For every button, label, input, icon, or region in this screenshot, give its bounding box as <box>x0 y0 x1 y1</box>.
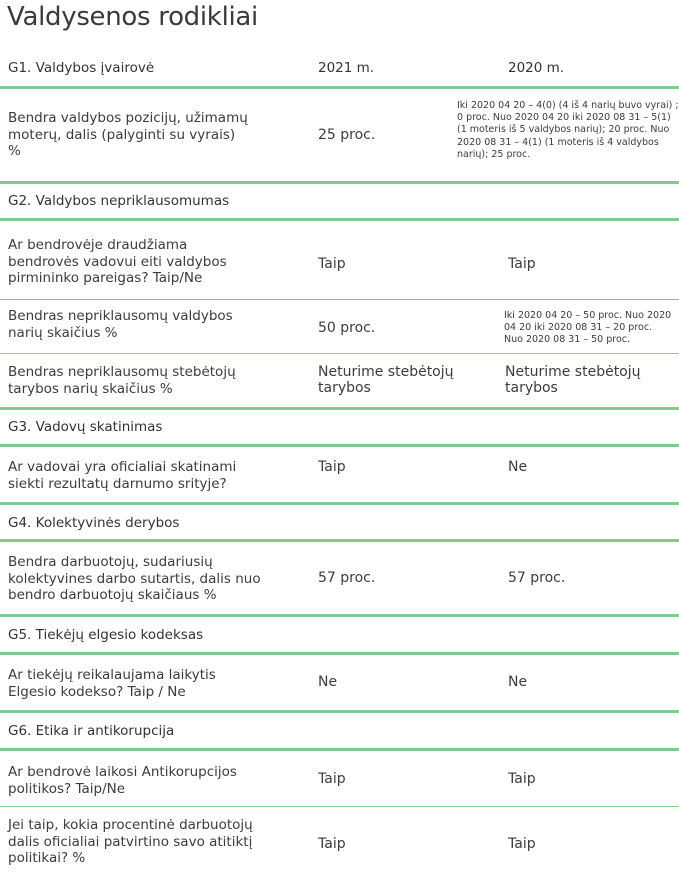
section-title-g6: G6. Etika ir antikorupcija <box>8 723 175 739</box>
divider <box>0 353 679 354</box>
value-2020-g3-1: Ne <box>508 459 528 475</box>
question-g2-3: Bendras nepriklausomų stebėtojų tarybos narių skaičius % <box>8 364 236 397</box>
question-g1-1: Bendra valdybos pozicijų, užimamų moterų, dalis (palyginti su vyrais) % <box>8 110 248 159</box>
value-2021-g5-1: Ne <box>318 674 338 690</box>
divider <box>0 614 679 617</box>
question-g2-1: Ar bendrovėje draudžiama bendrovės vadovui eiti valdybos pirmininko pareigas? Taip/Ne <box>8 237 227 286</box>
divider <box>0 181 679 184</box>
divider <box>0 652 679 655</box>
page-title: Valdysenos rodikliai <box>7 2 258 32</box>
value-2021-g2-1: Taip <box>318 256 346 272</box>
column-header-2020: 2020 m. <box>508 60 565 76</box>
value-2021-g3-1: Taip <box>318 459 346 475</box>
divider <box>0 299 679 300</box>
section-title-g2: G2. Valdybos nepriklausomumas <box>8 193 230 209</box>
value-2020-g2-3: Neturime stebėtojų tarybos <box>505 364 641 396</box>
value-2021-g6-1: Taip <box>318 771 346 787</box>
divider <box>0 86 679 89</box>
value-2021-g6-2: Taip <box>318 836 346 852</box>
question-g4-1: Bendra darbuotojų, sudariusių kolektyvines darbo sutartis, dalis nuo bendro darbuotojų skaičiaus % <box>8 554 261 603</box>
value-2020-g6-2: Taip <box>508 836 536 852</box>
value-2020-g2-1: Taip <box>508 256 536 272</box>
question-g3-1: Ar vadovai yra oficialiai skatinami siekti rezultatų darnumo srityje? <box>8 459 237 492</box>
divider <box>0 218 679 221</box>
section-title-g4: G4. Kolektyvinės derybos <box>8 515 180 531</box>
question-g6-1: Ar bendrovė laikosi Antikorupcijos politikos? Taip/Ne <box>8 764 237 797</box>
question-g2-2: Bendras nepriklausomų valdybos narių skaičius % <box>8 308 233 341</box>
value-2021-g2-2: 50 proc. <box>318 320 376 336</box>
value-2020-g6-1: Taip <box>508 771 536 787</box>
question-g5-1: Ar tiekėjų reikalaujama laikytis Elgesio kodekso? Taip / Ne <box>8 667 216 700</box>
divider <box>0 444 679 447</box>
divider <box>0 748 679 751</box>
column-header-2021: 2021 m. <box>318 60 375 76</box>
value-2020-g2-2: Iki 2020 04 20 – 50 proc. Nuo 2020 04 20 iki 2020 08 31 – 20 proc. Nuo 2020 08 31 – 50 proc. <box>504 310 672 346</box>
section-title-g1: G1. Valdybos įvairovė <box>8 60 155 76</box>
divider <box>0 806 679 807</box>
divider <box>0 710 679 713</box>
divider <box>0 407 679 410</box>
divider <box>0 502 679 505</box>
divider <box>0 539 679 542</box>
value-2021-g2-3: Neturime stebėtojų tarybos <box>318 364 454 396</box>
value-2020-g5-1: Ne <box>508 674 528 690</box>
value-2021-g4-1: 57 proc. <box>318 570 376 586</box>
question-g6-2: Jei taip, kokia procentinė darbuotojų dalis oficialiai patvirtino savo atitiktį politikai? % <box>8 817 253 866</box>
value-2021-g1-1: 25 proc. <box>318 127 376 143</box>
value-2020-g4-1: 57 proc. <box>508 570 566 586</box>
value-2020-g1-1: Iki 2020 04 20 – 4(0) (4 iš 4 narių buvo vyrai) ; 0 proc. Nuo 2020 04 20 iki 2020 08 31 – 5(1) (1 moteris iš 5 valdybos narių); 20 proc. Nuo 2020 08 31 – 4(1) (1 moteris iš 4 valdybos narių); 25 proc. <box>457 100 679 160</box>
section-title-g5: G5. Tiekėjų elgesio kodeksas <box>8 627 204 643</box>
section-title-g3: G3. Vadovų skatinimas <box>8 419 163 435</box>
